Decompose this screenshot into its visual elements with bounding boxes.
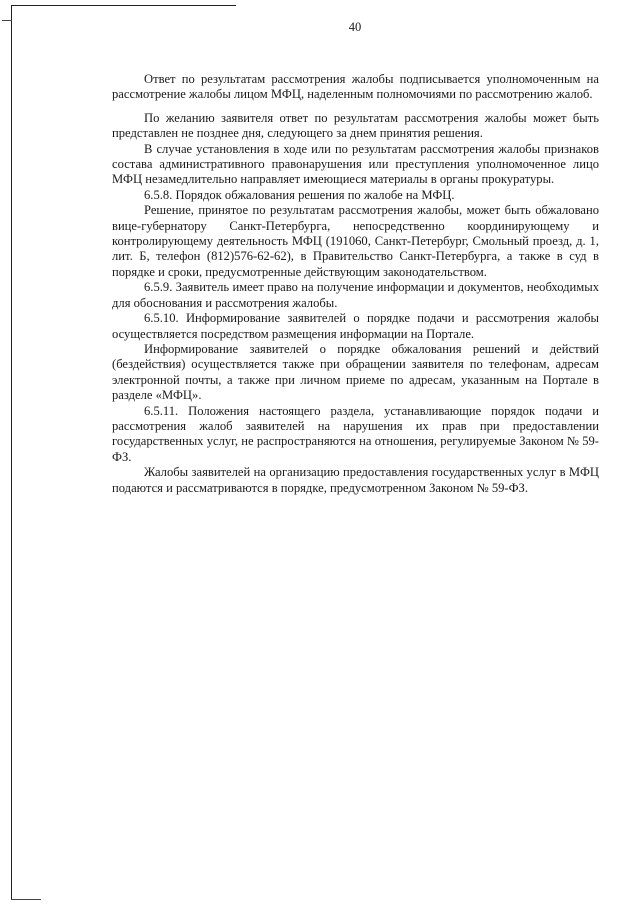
- paragraph-complaints-mfc: Жалобы заявителей на организацию предоставления государственных услуг в МФЦ подаются и рассматриваются в порядке, предусмотренном Законом № 59-ФЗ.: [112, 465, 599, 495]
- document-body: [112, 72, 599, 496]
- scan-mark-bottom: [11, 899, 41, 900]
- paragraph-section-6-5-11: 6.5.11. Положения настоящего раздела, устанавливающие порядок подачи и рассмотрения жалоб заявителей на нарушения их прав при предоставлении государственных услуг, не распространяются на отношения, регулируемые Законом № 59-ФЗ.: [112, 403, 599, 464]
- paragraph-response-signature: Ответ по результатам рассмотрения жалобы подписывается уполномоченным на рассмотрение жалобы лицом МФЦ, наделенным полномочиями по рассмотрению жалоб.: [112, 72, 599, 102]
- paragraph-section-6-5-9: 6.5.9. Заявитель имеет право на получение информации и документов, необходимых для обоснования и рассмотрения жалобы.: [112, 280, 599, 310]
- paragraph-section-6-5-10: 6.5.10. Информирование заявителей о порядке подачи и рассмотрения жалобы осуществляется посредством размещения информации на Портале.: [112, 311, 599, 341]
- scan-border-top: [11, 5, 236, 6]
- paragraph-informing: Информирование заявителей о порядке обжалования решений и действий (бездействия) осуществляется также при обращении заявителя по телефонам, адресам электронной почты, а также при личном приеме по адресам, указанным на Портале в разделе «МФЦ».: [112, 341, 599, 403]
- paragraph-response-timing: По желанию заявителя ответ по результатам рассмотрения жалобы может быть представлен не позднее дня, следующего за днем принятия решения.: [112, 110, 599, 141]
- paragraph-prosecution: В случае установления в ходе или по результатам рассмотрения жалобы признаков состава административного правонарушения или преступления уполномоченное лицо МФЦ незамедлительно направляет имеющиеся материалы в органы прокуратуры.: [112, 141, 599, 187]
- page-number: 40: [348, 20, 362, 34]
- paragraph-appeal: Решение, принятое по результатам рассмотрения жалобы, может быть обжаловано вице-губернатору Санкт-Петербурга, непосредственно координирующему и контролирующему деятельность МФЦ (191060, Санкт-Петербург, Смольный проезд, д. 1, лит. Б, телефон (812)576-62-62), в Правительство Санкт-Петербурга, а также в суд в порядке и сроки, предусмотренные действующим законодательством.: [112, 203, 599, 279]
- paragraph-section-6-5-8: 6.5.8. Порядок обжалования решения по жалобе на МФЦ.: [144, 187, 455, 202]
- scan-border-left: [11, 5, 12, 900]
